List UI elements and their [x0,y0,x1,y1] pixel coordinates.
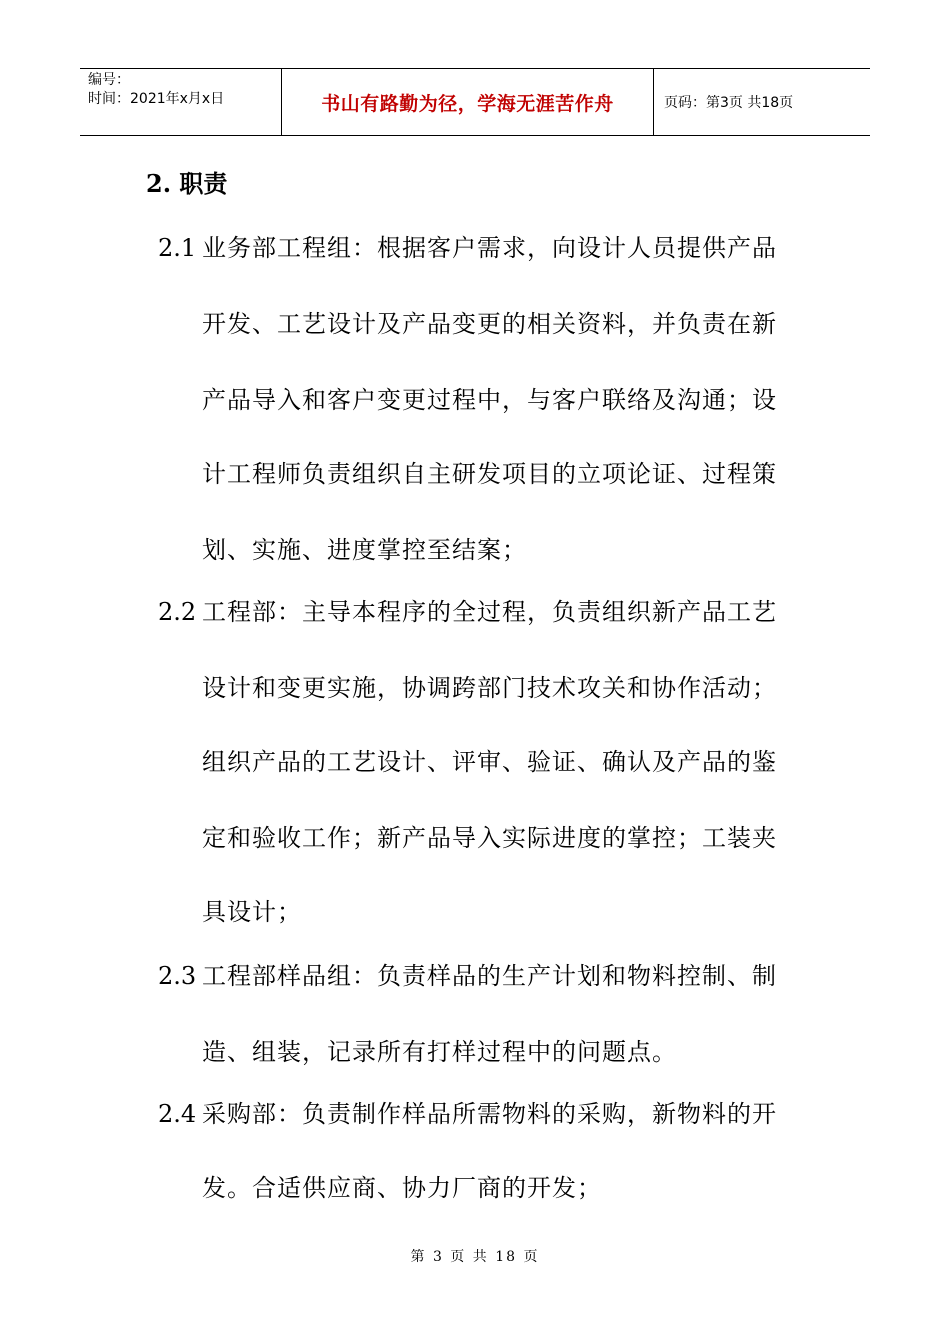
paragraph-line: 具设计； [202,898,302,926]
paragraph-line: 开发、工艺设计及产品变更的相关资料，并负责在新 [202,310,777,338]
paragraph-line: 设计和变更实施，协调跨部门技术攻关和协作活动； [202,674,777,702]
paragraph-number: 2.1 [158,234,197,262]
paragraph-number: 2.2 [158,598,197,626]
paragraph-line: 产品导入和客户变更过程中，与客户联络及沟通；设 [202,386,777,414]
paragraph-line: 划、实施、进度掌控至结案； [202,536,527,564]
paragraph-line: 定和验收工作；新产品导入实际进度的掌控；工装夹 [202,824,777,852]
paragraph-line: 造、组装，记录所有打样过程中的问题点。 [202,1038,677,1066]
paragraph-line: 组织产品的工艺设计、评审、验证、确认及产品的鉴 [202,748,777,776]
document-header [80,68,870,136]
page-footer: 第 3 页 共 18 页 [410,1249,540,1265]
paragraph-number: 2.4 [158,1100,197,1128]
paragraph-line: 发。合适供应商、协力厂商的开发； [202,1174,602,1202]
document-number-label: 编号： [88,72,130,88]
paragraph-number: 2.3 [158,962,197,990]
paragraph-line: 计工程师负责组织自主研发项目的立项论证、过程策 [202,460,777,488]
paragraph-line: 工程部：主导本程序的全过程，负责组织新产品工艺 [202,598,777,626]
paragraph-line: 业务部工程组：根据客户需求，向设计人员提供产品 [202,234,777,262]
header-page-info: 页码：第3页 共18页 [664,95,794,111]
header-motto: 书山有路勤为径，学海无涯苦作舟 [282,69,654,135]
document-time: 时间：2021年x月x日 [88,91,225,107]
section-title: 2. 职责 [146,169,228,198]
paragraph-line: 采购部：负责制作样品所需物料的采购，新物料的开 [202,1100,777,1128]
paragraph-line: 工程部样品组：负责样品的生产计划和物料控制、制 [202,962,777,990]
header-meta [80,69,282,135]
